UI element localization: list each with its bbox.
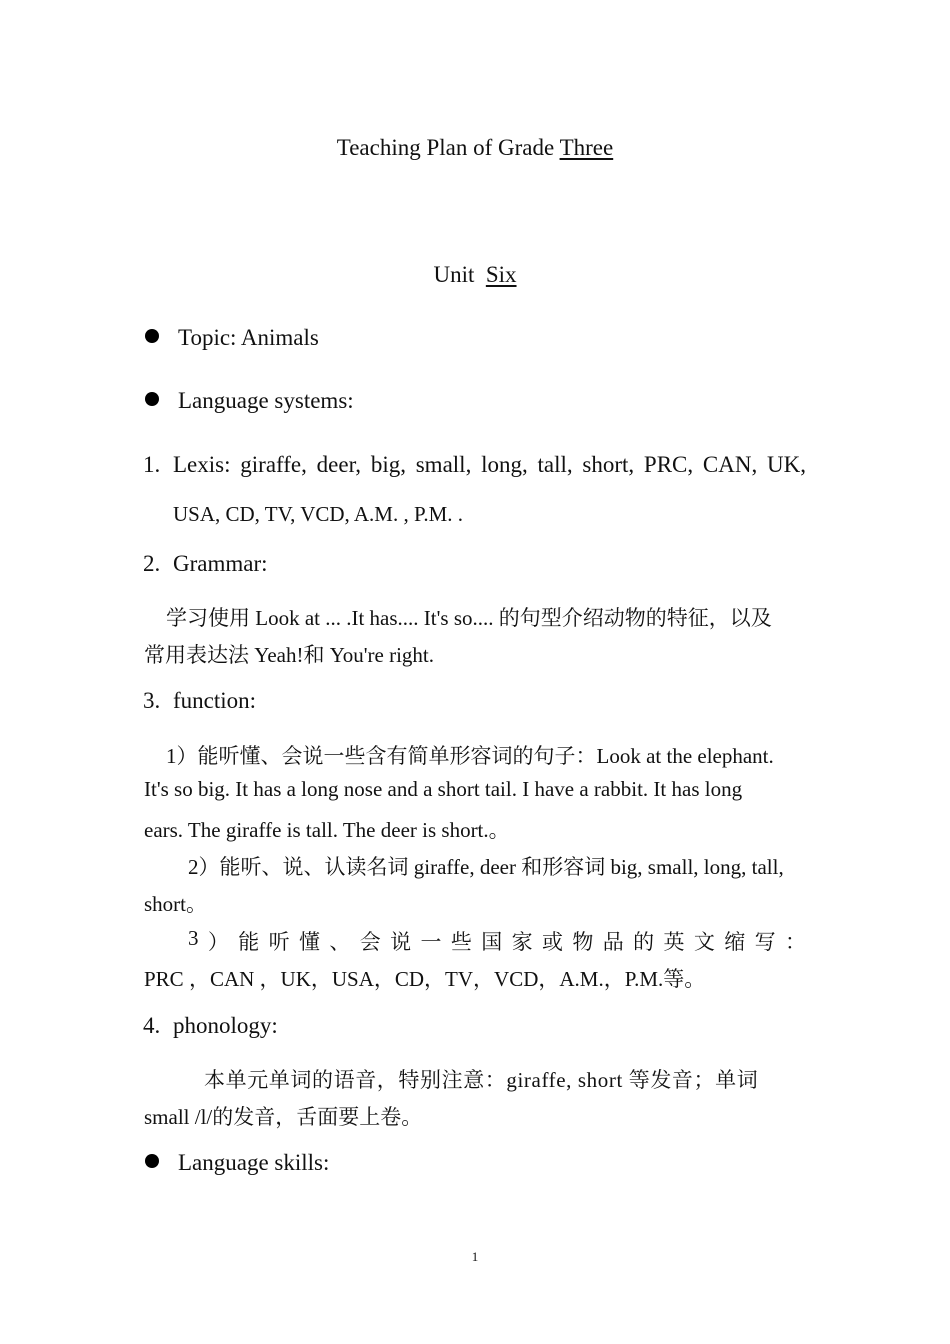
bullet-topic <box>145 325 319 351</box>
grammar-line-2: 常用表达法 Yeah!和 You're right. <box>144 643 435 667</box>
bullet-icon <box>145 329 159 343</box>
lexis-word: UK, <box>767 452 806 477</box>
unit-heading <box>0 262 950 288</box>
justified-char: 懂 <box>299 930 320 954</box>
section-number: 1. <box>143 452 161 477</box>
lexis-word: short, <box>582 452 635 477</box>
lexis-word: giraffe, <box>240 452 307 477</box>
grade-name: Three <box>559 135 614 160</box>
justified-char: 一 <box>420 930 442 954</box>
justified-char: 英 <box>663 930 685 954</box>
title-text: Teaching Plan of Grade <box>336 135 560 160</box>
section-number: 4. <box>143 1013 161 1038</box>
bullet-icon <box>145 1154 159 1168</box>
unit-name: Six <box>485 262 517 287</box>
language-skills-text: Language skills: <box>178 1150 330 1175</box>
justified-char: 物 <box>572 930 594 954</box>
lexis-word: CAN, <box>702 452 758 477</box>
phonology-heading-text: phonology: <box>173 1013 278 1038</box>
function-item1-line-2: It's so big. It has a long nose and a short tail. I have a rabbit. It has long <box>144 777 743 801</box>
bullet-icon <box>145 392 159 406</box>
function-item1-line-1: 1）能听懂、会说一些含有简单形容词的句子：Look at the elephant. <box>166 744 774 768</box>
section-number: 2. <box>143 551 161 576</box>
page-number: 1 <box>471 1249 479 1264</box>
justified-char: 的 <box>633 930 655 954</box>
page-title <box>0 135 950 161</box>
justified-char: 缩 <box>724 930 746 954</box>
justified-char: ） <box>207 930 229 954</box>
unit-label: Unit <box>433 262 475 287</box>
justified-char: 或 <box>542 930 563 954</box>
function-item3-line-1 <box>188 926 806 956</box>
justified-char: 家 <box>511 930 533 954</box>
function-item3-line-2: PRC ，CAN ，UK，USA，CD，TV，VCD，A.M.，P.M.等。 <box>144 967 706 991</box>
lexis-word: Lexis: <box>173 452 231 477</box>
function-heading-text: function: <box>173 688 257 713</box>
topic-text: Topic: Animals <box>178 325 319 350</box>
lexis-word: long, <box>481 452 528 477</box>
section-number: 3. <box>143 688 161 713</box>
justified-char: 听 <box>268 930 290 954</box>
lexis-word: big, <box>370 452 406 477</box>
justified-char: 些 <box>450 930 472 954</box>
grammar-heading-text: Grammar: <box>173 551 268 576</box>
lexis-word: small, <box>415 452 472 477</box>
lexis-word: deer, <box>316 452 362 477</box>
function-item2-line-1: 2）能听、说、认读名词 giraffe, deer 和形容词 big, small, long, tall, <box>188 855 784 879</box>
function-item2-line-2: short。 <box>144 892 207 916</box>
phonology-line-2: small /l/的发音，舌面要上卷。 <box>144 1105 423 1129</box>
grammar-line-1: 学习使用 Look at ... .It has.... It's so.... 的句型介绍动物的特征，以及 <box>166 606 772 630</box>
justified-char: 国 <box>481 930 503 954</box>
justified-char: 会 <box>359 930 381 954</box>
lexis-line-1 <box>143 452 806 478</box>
language-systems-text: Language systems: <box>178 388 354 413</box>
function-item1-line-3: ears. The giraffe is tall. The deer is short.。 <box>144 818 510 842</box>
phonology-line-1: 本单元单词的语音，特别注意：giraffe, short 等发音；单词 <box>204 1068 759 1092</box>
justified-char: 品 <box>602 930 624 954</box>
phonology-heading <box>143 1013 278 1039</box>
lexis-word: tall, <box>537 452 573 477</box>
justified-char: ： <box>785 930 806 954</box>
lexis-line-2: USA, CD, TV, VCD, A.M. , P.M. . <box>173 502 464 526</box>
grammar-heading <box>143 551 268 577</box>
bullet-language-systems <box>145 388 354 414</box>
justified-char: 3 <box>188 926 199 950</box>
function-heading <box>143 688 256 714</box>
justified-char: 、 <box>329 930 351 954</box>
justified-char: 写 <box>754 930 776 954</box>
lexis-words <box>173 452 806 478</box>
justified-char: 说 <box>390 930 412 954</box>
bullet-language-skills <box>145 1150 329 1176</box>
lexis-word: PRC, <box>643 452 694 477</box>
justified-char: 文 <box>693 930 715 954</box>
justified-char: 能 <box>238 930 260 954</box>
